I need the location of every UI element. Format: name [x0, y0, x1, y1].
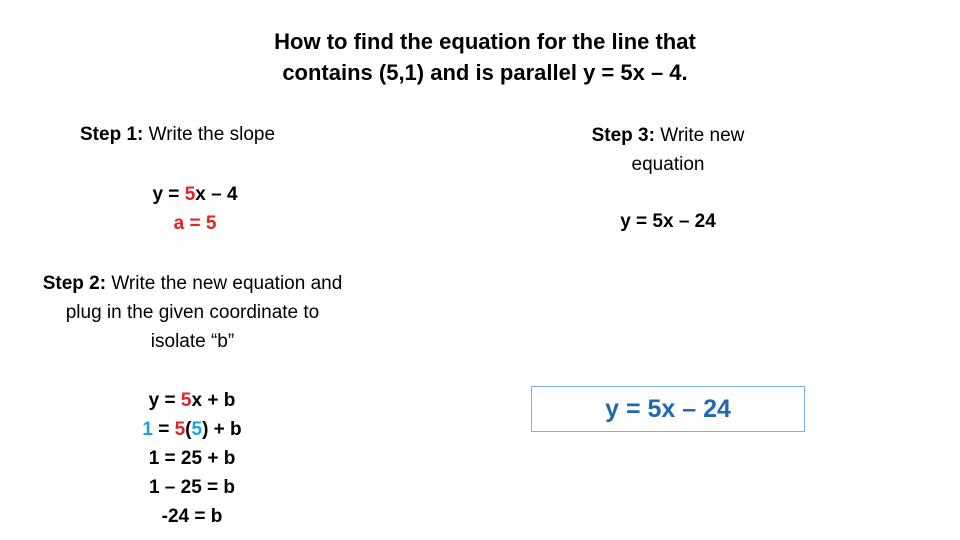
step2-eq2-open-paren: ( [185, 419, 192, 440]
step2-eq2-rest: ) + b [202, 419, 242, 440]
title-line-1: How to find the equation for the line that [274, 29, 696, 54]
step1-eq1-post: x – 4 [195, 184, 238, 205]
title-line-2: contains (5,1) and is parallel y = 5x – 4. [282, 60, 688, 85]
step3-label: Step 3: [591, 125, 655, 146]
step2-equation-5: -24 = b [161, 506, 223, 527]
step2-eq1-slope: 5 [180, 390, 192, 411]
step2-text-1: Write the new equation and [106, 273, 343, 294]
answer-text: y = 5x – 24 [605, 394, 731, 423]
step1-eq1-slope: 5 [184, 184, 196, 205]
step3-heading [548, 121, 788, 179]
step2-equation-1 [92, 386, 292, 415]
step2-eq2-y-value: 1 [142, 419, 153, 440]
step2-eq1-pre: y = [148, 390, 181, 411]
page-title [150, 26, 820, 88]
step2-equations [92, 386, 292, 531]
step2-line-1 [10, 269, 375, 298]
step2-equation-4: 1 – 25 = b [148, 477, 236, 498]
step2-label: Step 2: [42, 273, 107, 294]
step1-equation-1 [95, 180, 295, 209]
step3-text-1: Write new [654, 125, 745, 146]
step1-eq1-pre: y = [152, 184, 185, 205]
step2-equation-3: 1 = 25 + b [148, 448, 236, 469]
step2-heading [10, 269, 375, 356]
step3-line-1 [548, 121, 788, 150]
step3-equation: y = 5x – 24 [620, 211, 716, 232]
step2-eq1-post: x + b [191, 390, 236, 411]
step1-equations [95, 180, 295, 238]
answer-box [531, 386, 805, 432]
step2-equation-2 [92, 415, 292, 444]
step2-line-3: isolate “b” [150, 331, 235, 352]
step3-line-2: equation [631, 154, 705, 175]
step2-eq2-x-value: 5 [191, 419, 203, 440]
step1-text: Write the slope [143, 124, 276, 145]
step1-label: Step 1: [80, 124, 144, 145]
step2-eq2-equals: = [152, 419, 175, 440]
step2-eq2-slope: 5 [174, 419, 186, 440]
step1-equation-2: a = 5 [173, 213, 217, 234]
step2-line-2: plug in the given coordinate to [65, 302, 320, 323]
step1-heading [80, 120, 275, 149]
